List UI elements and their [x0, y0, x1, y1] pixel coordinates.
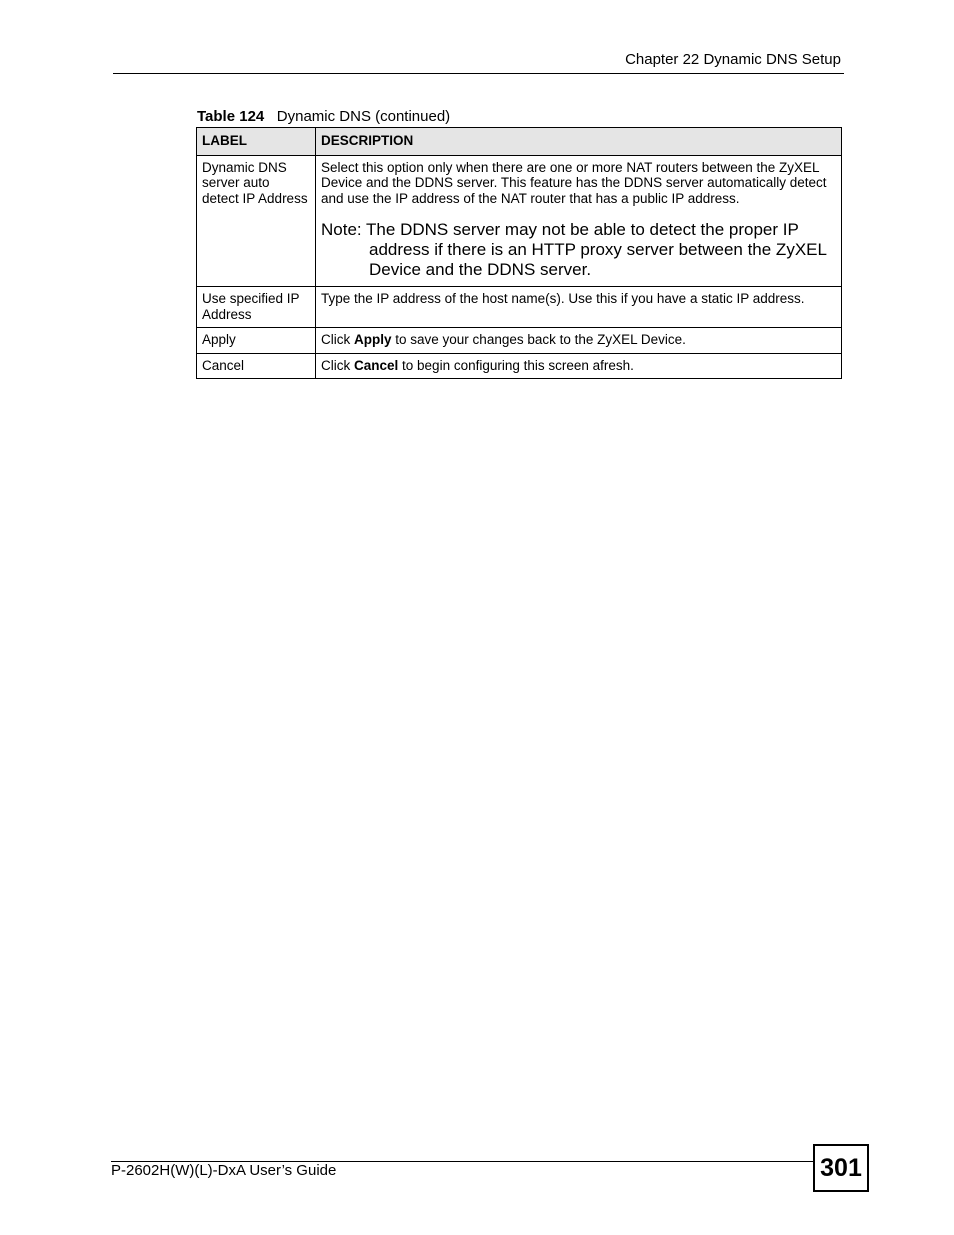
row-description: [316, 155, 842, 287]
column-header-label: LABEL: [197, 128, 316, 156]
row-description: [316, 353, 842, 379]
description-text: Select this option only when there are one or more NAT routers between the ZyXEL Device and the DDNS server. This feature has the DDNS server automatically detect and use the IP address of the NAT router that has a public IP address.: [321, 159, 827, 206]
description-suffix: to save your changes back to the ZyXEL Device.: [391, 332, 686, 347]
note-text: Note: The DDNS server may not be able to detect the proper IP address if there is an HTTP proxy server between the ZyXEL Device and the DDNS server.: [321, 220, 827, 279]
row-description: Type the IP address of the host name(s). Use this if you have a static IP address.: [316, 287, 842, 328]
chapter-title: Chapter 22 Dynamic DNS Setup: [625, 51, 841, 68]
row-label: Dynamic DNS server auto detect IP Address: [197, 155, 316, 287]
table-row: [197, 155, 842, 287]
column-header-description: DESCRIPTION: [316, 128, 842, 156]
description-prefix: Click: [321, 357, 354, 373]
row-label: Cancel: [197, 353, 316, 379]
table-caption-number: Table 124: [197, 108, 265, 125]
table-caption-title: Dynamic DNS (continued): [276, 108, 451, 125]
description-prefix: Click: [321, 332, 354, 347]
header-divider: [113, 73, 844, 74]
table-row: [197, 328, 842, 354]
description-suffix: to begin configuring this screen afresh.: [398, 357, 634, 373]
row-label: Use specified IP Address: [197, 287, 316, 328]
dynamic-dns-table: [196, 127, 842, 379]
row-description: [316, 328, 842, 354]
cancel-term: Cancel: [354, 357, 399, 373]
page-number: 301: [813, 1144, 869, 1192]
table-row: [197, 287, 842, 328]
guide-title: P-2602H(W)(L)-DxA User’s Guide: [111, 1162, 337, 1179]
table-caption: [197, 108, 450, 126]
table-row: [197, 353, 842, 379]
table-header-row: [197, 128, 842, 156]
row-label: Apply: [197, 328, 316, 354]
apply-term: Apply: [354, 332, 392, 347]
